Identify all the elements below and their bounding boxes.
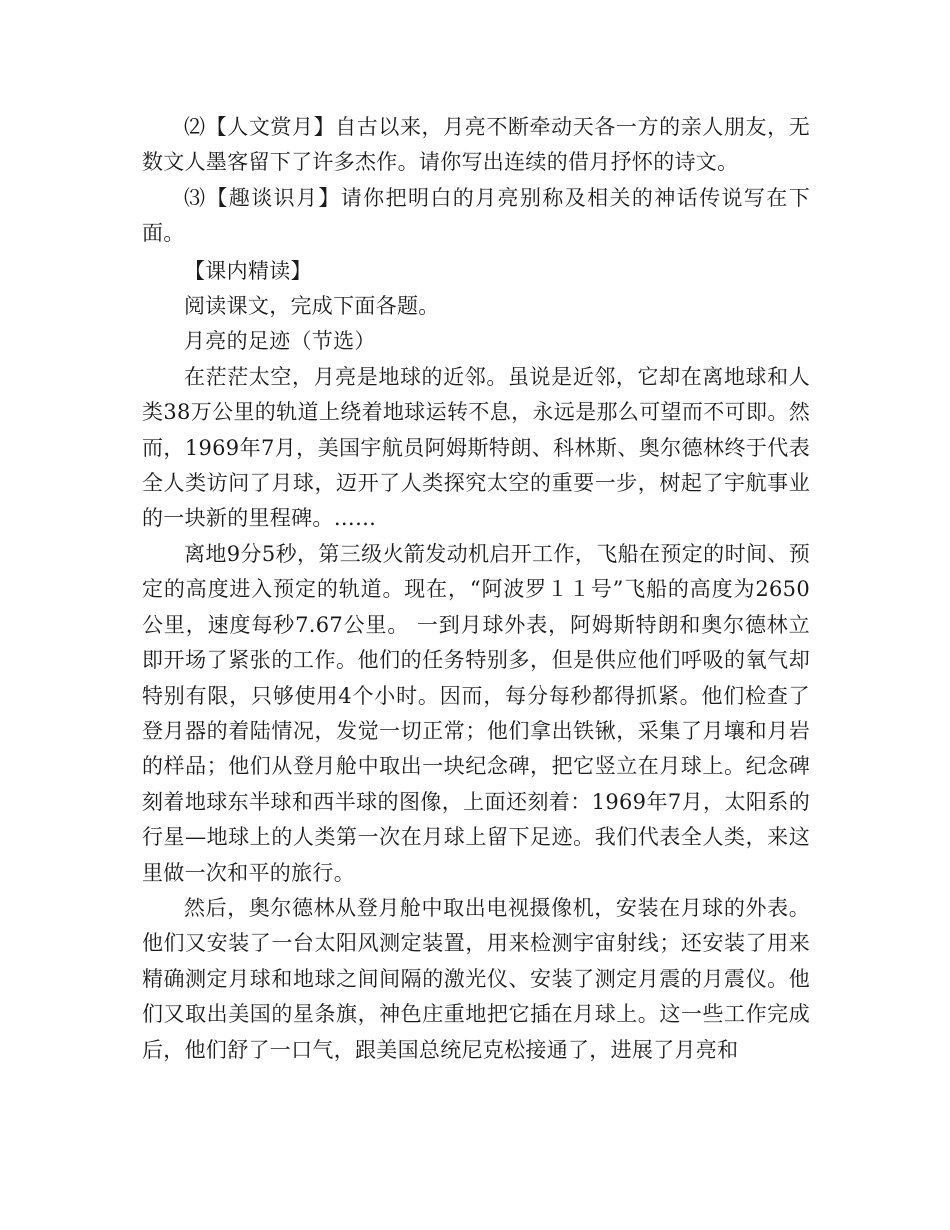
document-body <box>142 110 810 1068</box>
section-heading: 【课内精读】 <box>184 258 312 283</box>
passage-paragraph-3: 然后，奥尔德林从登月舱中取出电视摄像机，安装在月球的外表。他们又安装了一台太阳风测定装置，用来检测宇宙射线；还安装了用来精确测定月球和地球之间间隔的激光仪、安装了测定月震的月震仪。他们又取出美国的星条旗，神色庄重地把它插在月球上。这一些工作完成后，他们舒了一口气，跟美国总统尼克松接通了，进展了月亮和 <box>142 895 810 1062</box>
reading-instruction: 阅读课文，完成下面各题。 <box>184 294 440 319</box>
question-3-paragraph: ⑶【趣谈识月】请你把明白的月亮别称及相关的神话传说写在下面。 <box>142 185 810 246</box>
passage-paragraph-1: 在茫茫太空，月亮是地球的近邻。虽说是近邻，它却在离地球和人类38万公里的轨道上绕着地球运转不息，永远是那么可望而不可即。然而，1969年7月，美国宇航员阿姆斯特朗、科林斯、奥尔德林终于代表全人类访问了月球，迈开了人类探究太空的重要一步，树起了宇航事业的一块新的里程碑。…… <box>142 364 810 531</box>
passage-paragraph-2: 离地9分5秒，第三级火箭发动机启开工作，飞船在预定的时间、预定的高度进入预定的轨道。现在，“阿波罗１１号”飞船的高度为2650公里，速度每秒7.67公里。 一到月球外表，阿姆斯特朗和奥尔德林立即开场了紧张的工作。他们的任务特别多，但是供应他们呼吸的氧气却特别有限，只够使用4个小时。因而，每分每秒都得抓紧。他们检查了登月器的着陆情况，发觉一切正常；他们拿出铁锹，采集了月壤和月岩的样品；他们从登月舱中取出一块纪念碑，把它竖立在月球上。纪念碑刻着地球东半球和西半球的图像，上面还刻着：1969年7月，太阳系的行星—地球上的人类第一次在月球上留下足迹。我们代表全人类，来这里做一次和平的旅行。 <box>142 541 810 885</box>
question-2-paragraph: ⑵【人文赏月】自古以来，月亮不断牵动天各一方的亲人朋友，无数文人墨客留下了许多杰作。请你写出连续的借月抒怀的诗文。 <box>142 115 810 175</box>
passage-title: 月亮的足迹（节选） <box>184 329 376 354</box>
